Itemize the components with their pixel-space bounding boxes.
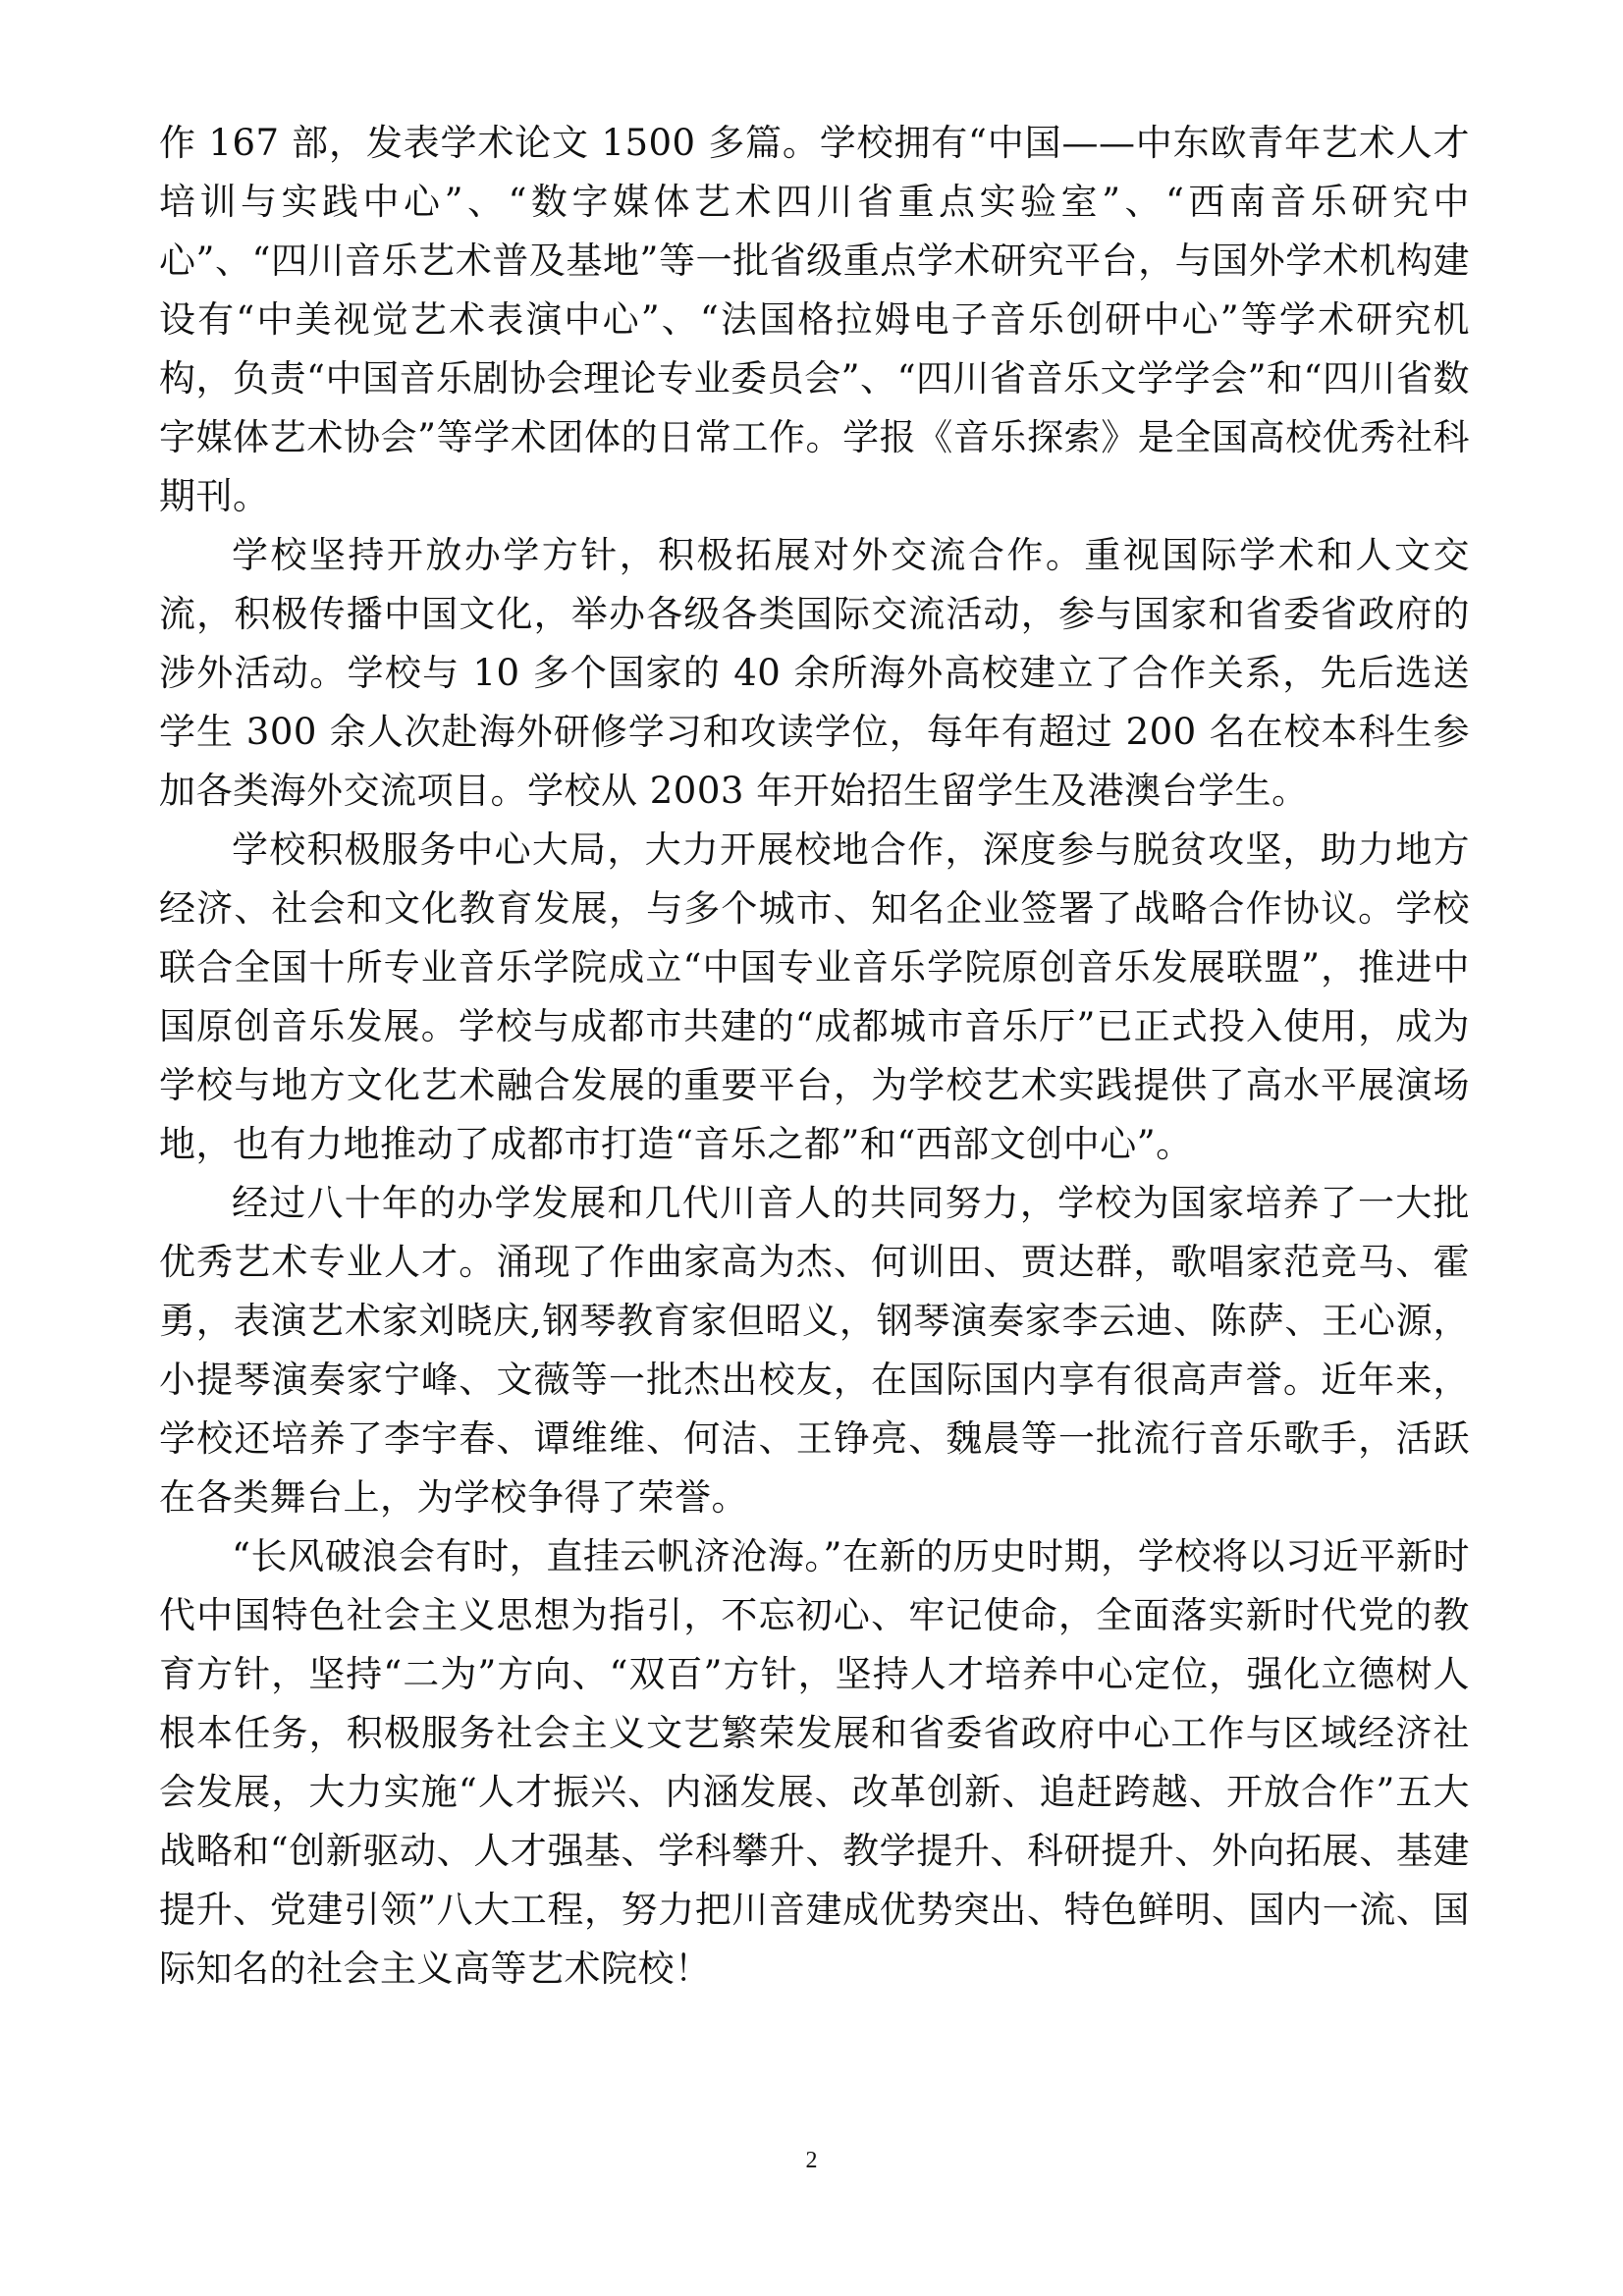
paragraph-5: “长风破浪会有时，直挂云帆济沧海。”在新的历史时期，学校将以习近平新时代中国特色社会主义思想为指引，不忘初心、牢记使命，全面落实新时代党的教育方针，坚持“二为”方向、“双百”方针，坚持人才培养中心定位，强化立德树人根本任务，积极服务社会主义文艺繁荣发展和省委省政府中心工作与区域经济社会发展，大力实施“人才振兴、内涵发展、改革创新、追赶跨越、开放合作”五大战略和“创新驱动、人才强基、学科攀升、教学提升、科研提升、外向拓展、基建提升、党建引领”八大工程，努力把川音建成优势突出、特色鲜明、国内一流、国际知名的社会主义高等艺术院校！	[159, 1535, 1470, 1990]
page-number: 2	[805, 2148, 818, 2173]
paragraph-2: 学校坚持开放办学方针，积极拓展对外交流合作。重视国际学术和人文交流，积极传播中国文化，举办各级各类国际交流活动，参与国家和省委省政府的涉外活动。学校与 10 多个国家的 40 余所海外高校建立了合作关系，先后选送学生 300 余人次赴海外研修学习和攻读学位，每年有超过 200 名在校本科生参加各类海外交流项目。学校从 2003 年开始招生留学生及港澳台学生。	[159, 534, 1470, 812]
body-text	[159, 114, 1470, 1999]
paragraph-1: 作 167 部，发表学术论文 1500 多篇。学校拥有“中国——中东欧青年艺术人才培训与实践中心”、“数字媒体艺术四川省重点实验室”、“西南音乐研究中心”、“四川音乐艺术普及基地”等一批省级重点学术研究平台，与国外学术机构建设有“中美视觉艺术表演中心”、“法国格拉姆电子音乐创研中心”等学术研究机构，负责“中国音乐剧协会理论专业委员会”、“四川省音乐文学学会”和“四川省数字媒体艺术协会”等学术团体的日常工作。学报《音乐探索》是全国高校优秀社科期刊。	[159, 122, 1470, 517]
paragraph-4: 经过八十年的办学发展和几代川音人的共同努力，学校为国家培养了一大批优秀艺术专业人才。涌现了作曲家高为杰、何训田、贾达群，歌唱家范竞马、霍勇，表演艺术家刘晓庆,钢琴教育家但昭义，钢琴演奏家李云迪、陈萨、王心源，小提琴演奏家宁峰、文薇等一批杰出校友，在国际国内享有很高声誉。近年来，学校还培养了李宇春、谭维维、何洁、王铮亮、魏晨等一批流行音乐歌手，活跃在各类舞台上，为学校争得了荣誉。	[159, 1182, 1470, 1519]
paragraph-3: 学校积极服务中心大局，大力开展校地合作，深度参与脱贫攻坚，助力地方经济、社会和文化教育发展，与多个城市、知名企业签署了战略合作协议。学校联合全国十所专业音乐学院成立“中国专业音乐学院原创音乐发展联盟”，推进中国原创音乐发展。学校与成都市共建的“成都城市音乐厅”已正式投入使用，成为学校与地方文化艺术融合发展的重要平台，为学校艺术实践提供了高水平展演场地，也有力地推动了成都市打造“音乐之都”和“西部文创中心”。	[159, 828, 1470, 1165]
